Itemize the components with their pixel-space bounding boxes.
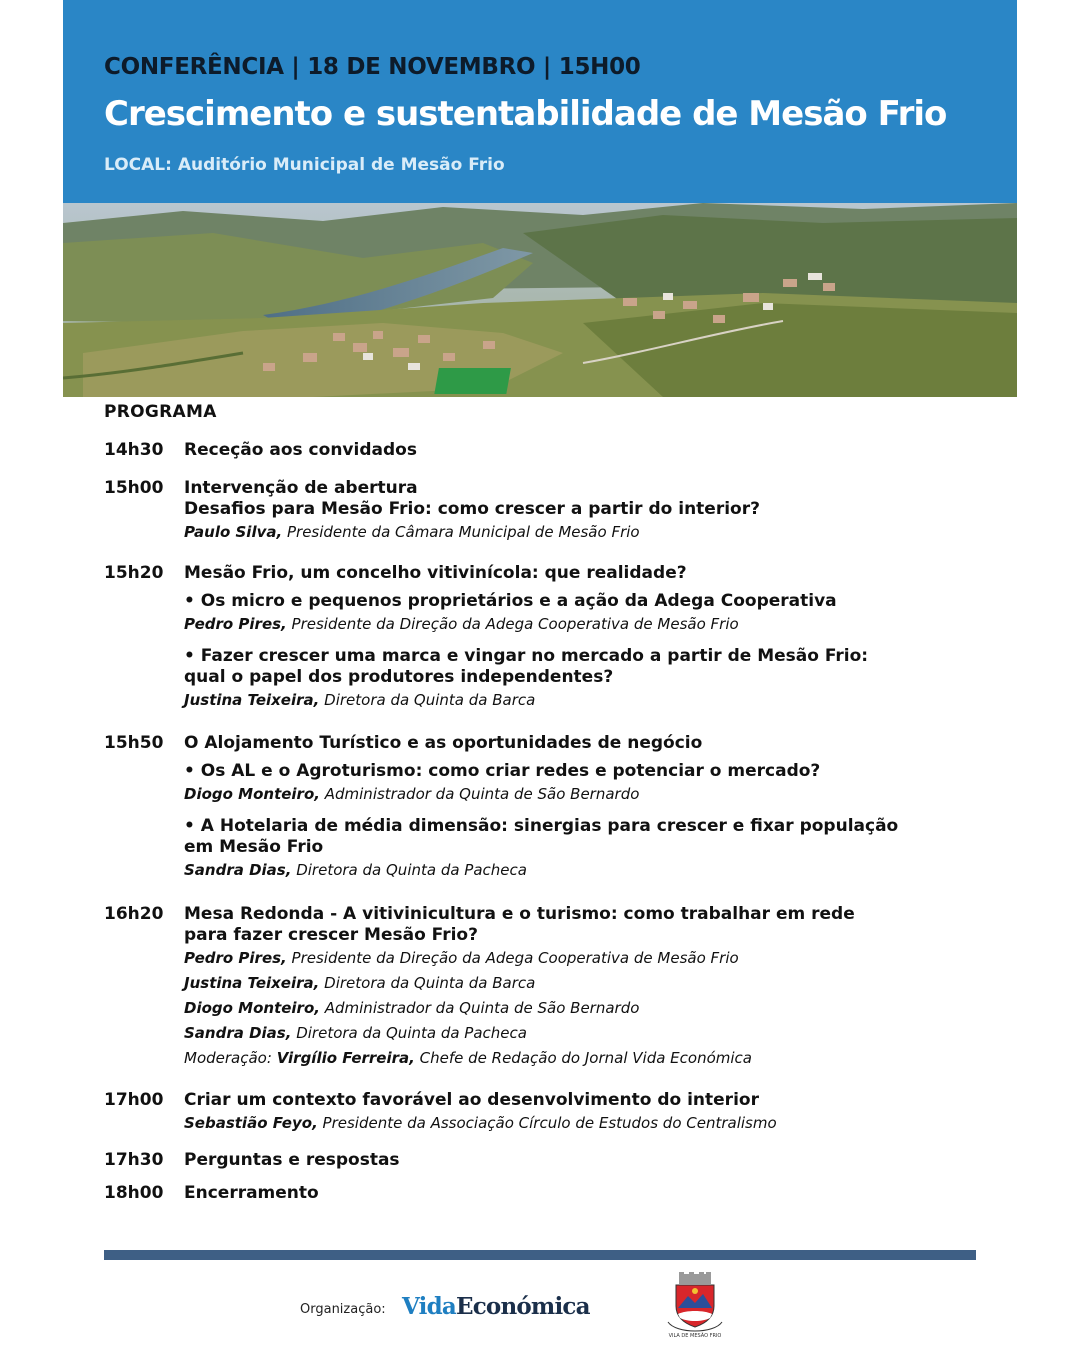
- speaker-line: [184, 971, 914, 996]
- speaker-role: Presidente da Associação Círculo de Estudos do Centralismo: [322, 1114, 777, 1132]
- speaker-name: Sandra Dias,: [184, 1024, 292, 1042]
- speaker-name: Sandra Dias,: [184, 861, 292, 879]
- session-time: 18h00: [104, 1183, 164, 1203]
- session-time: 17h00: [104, 1090, 164, 1110]
- speaker-role: Presidente da Direção da Adega Cooperativa de Mesão Frio: [291, 615, 739, 633]
- session-time: 16h20: [104, 904, 164, 924]
- moderator-line: [184, 1046, 914, 1071]
- speaker-role: Presidente da Câmara Municipal de Mesão Frio: [286, 523, 640, 541]
- session-time: 17h30: [104, 1150, 164, 1170]
- event-title: Crescimento e sustentabilidade de Mesão Frio: [104, 94, 947, 134]
- speaker-role: Administrador da Quinta de São Bernardo: [324, 785, 640, 803]
- session-title: Criar um contexto favorável ao desenvolvimento do interior: [184, 1090, 759, 1110]
- speaker-line: [184, 782, 914, 807]
- svg-text:VILA DE MESÃO FRIO: VILA DE MESÃO FRIO: [668, 1333, 722, 1339]
- speaker-line: [184, 1021, 914, 1046]
- speaker-line: [184, 996, 914, 1021]
- speaker-line: [184, 688, 914, 713]
- event-header: [63, 0, 1017, 203]
- speaker-name: Pedro Pires,: [184, 615, 287, 633]
- venue-label: LOCAL:: [104, 155, 172, 175]
- session-title: Perguntas e respostas: [184, 1150, 400, 1170]
- session-title: Receção aos convidados: [184, 440, 417, 460]
- topic-line: qual o papel dos produtores independentes?: [184, 667, 614, 687]
- topic-line: • A Hotelaria de média dimensão: sinergias para crescer e fixar população: [184, 816, 899, 836]
- speaker-name: Pedro Pires,: [184, 949, 287, 967]
- speaker-role: Administrador da Quinta de São Bernardo: [324, 999, 640, 1017]
- speaker-line: [184, 520, 914, 545]
- speaker-name: Diogo Monteiro,: [184, 999, 320, 1017]
- session-title: Mesão Frio, um concelho vitivinícola: que realidade?: [184, 563, 687, 583]
- session-time: 14h30: [104, 440, 164, 460]
- session-title: O Alojamento Turístico e as oportunidades de negócio: [184, 733, 703, 753]
- speaker-role: Presidente da Direção da Adega Cooperativa de Mesão Frio: [291, 949, 739, 967]
- event-kicker: CONFERÊNCIA | 18 DE NOVEMBRO | 15H00: [104, 54, 641, 80]
- session-time: 15h00: [104, 478, 164, 498]
- topic-line: • Fazer crescer uma marca e vingar no mercado a partir de Mesão Frio:: [184, 646, 869, 666]
- session-subtitle: Desafios para Mesão Frio: como crescer a partir do interior?: [184, 499, 760, 519]
- session-title: Intervenção de abertura: [184, 478, 418, 498]
- topic-line: em Mesão Frio: [184, 837, 324, 857]
- vida-economica-logo: VidaEconómica: [402, 1293, 590, 1320]
- speaker-line: [184, 1111, 914, 1136]
- topic-line: • Os micro e pequenos proprietários e a ação da Adega Cooperativa: [184, 591, 837, 611]
- speaker-name: Diogo Monteiro,: [184, 785, 320, 803]
- speaker-role: Diretora da Quinta da Pacheca: [296, 1024, 527, 1042]
- event-venue: [104, 155, 505, 175]
- municipal-crest-icon: [662, 1272, 728, 1340]
- speaker-name: Justina Teixeira,: [184, 974, 320, 992]
- speaker-name: Justina Teixeira,: [184, 691, 320, 709]
- session-title: para fazer crescer Mesão Frio?: [184, 925, 478, 945]
- session-time: 15h20: [104, 563, 164, 583]
- organizer-label: Organização:: [300, 1302, 386, 1317]
- footer-divider: [104, 1250, 976, 1260]
- speaker-line: [184, 858, 914, 883]
- session-title: Mesa Redonda - A vitivinicultura e o turismo: como trabalhar em rede: [184, 904, 855, 924]
- session-title: Encerramento: [184, 1183, 319, 1203]
- speaker-line: [184, 946, 914, 971]
- moderator-prefix: Moderação:: [184, 1049, 272, 1067]
- speaker-name: Paulo Silva,: [184, 523, 283, 541]
- speaker-line: [184, 612, 914, 637]
- topic-line: • Os AL e o Agroturismo: como criar redes e potenciar o mercado?: [184, 761, 821, 781]
- moderator-role: Chefe de Redação do Jornal Vida Económica: [419, 1049, 752, 1067]
- speaker-name: Sebastião Feyo,: [184, 1114, 318, 1132]
- program-heading: PROGRAMA: [104, 402, 217, 422]
- landscape-photo: [63, 203, 1017, 397]
- venue-value: Auditório Municipal de Mesão Frio: [177, 155, 505, 175]
- session-time: 15h50: [104, 733, 164, 753]
- speaker-role: Diretora da Quinta da Barca: [324, 974, 536, 992]
- speaker-role: Diretora da Quinta da Pacheca: [296, 861, 527, 879]
- moderator-name: Virgílio Ferreira,: [276, 1049, 415, 1067]
- speaker-role: Diretora da Quinta da Barca: [324, 691, 536, 709]
